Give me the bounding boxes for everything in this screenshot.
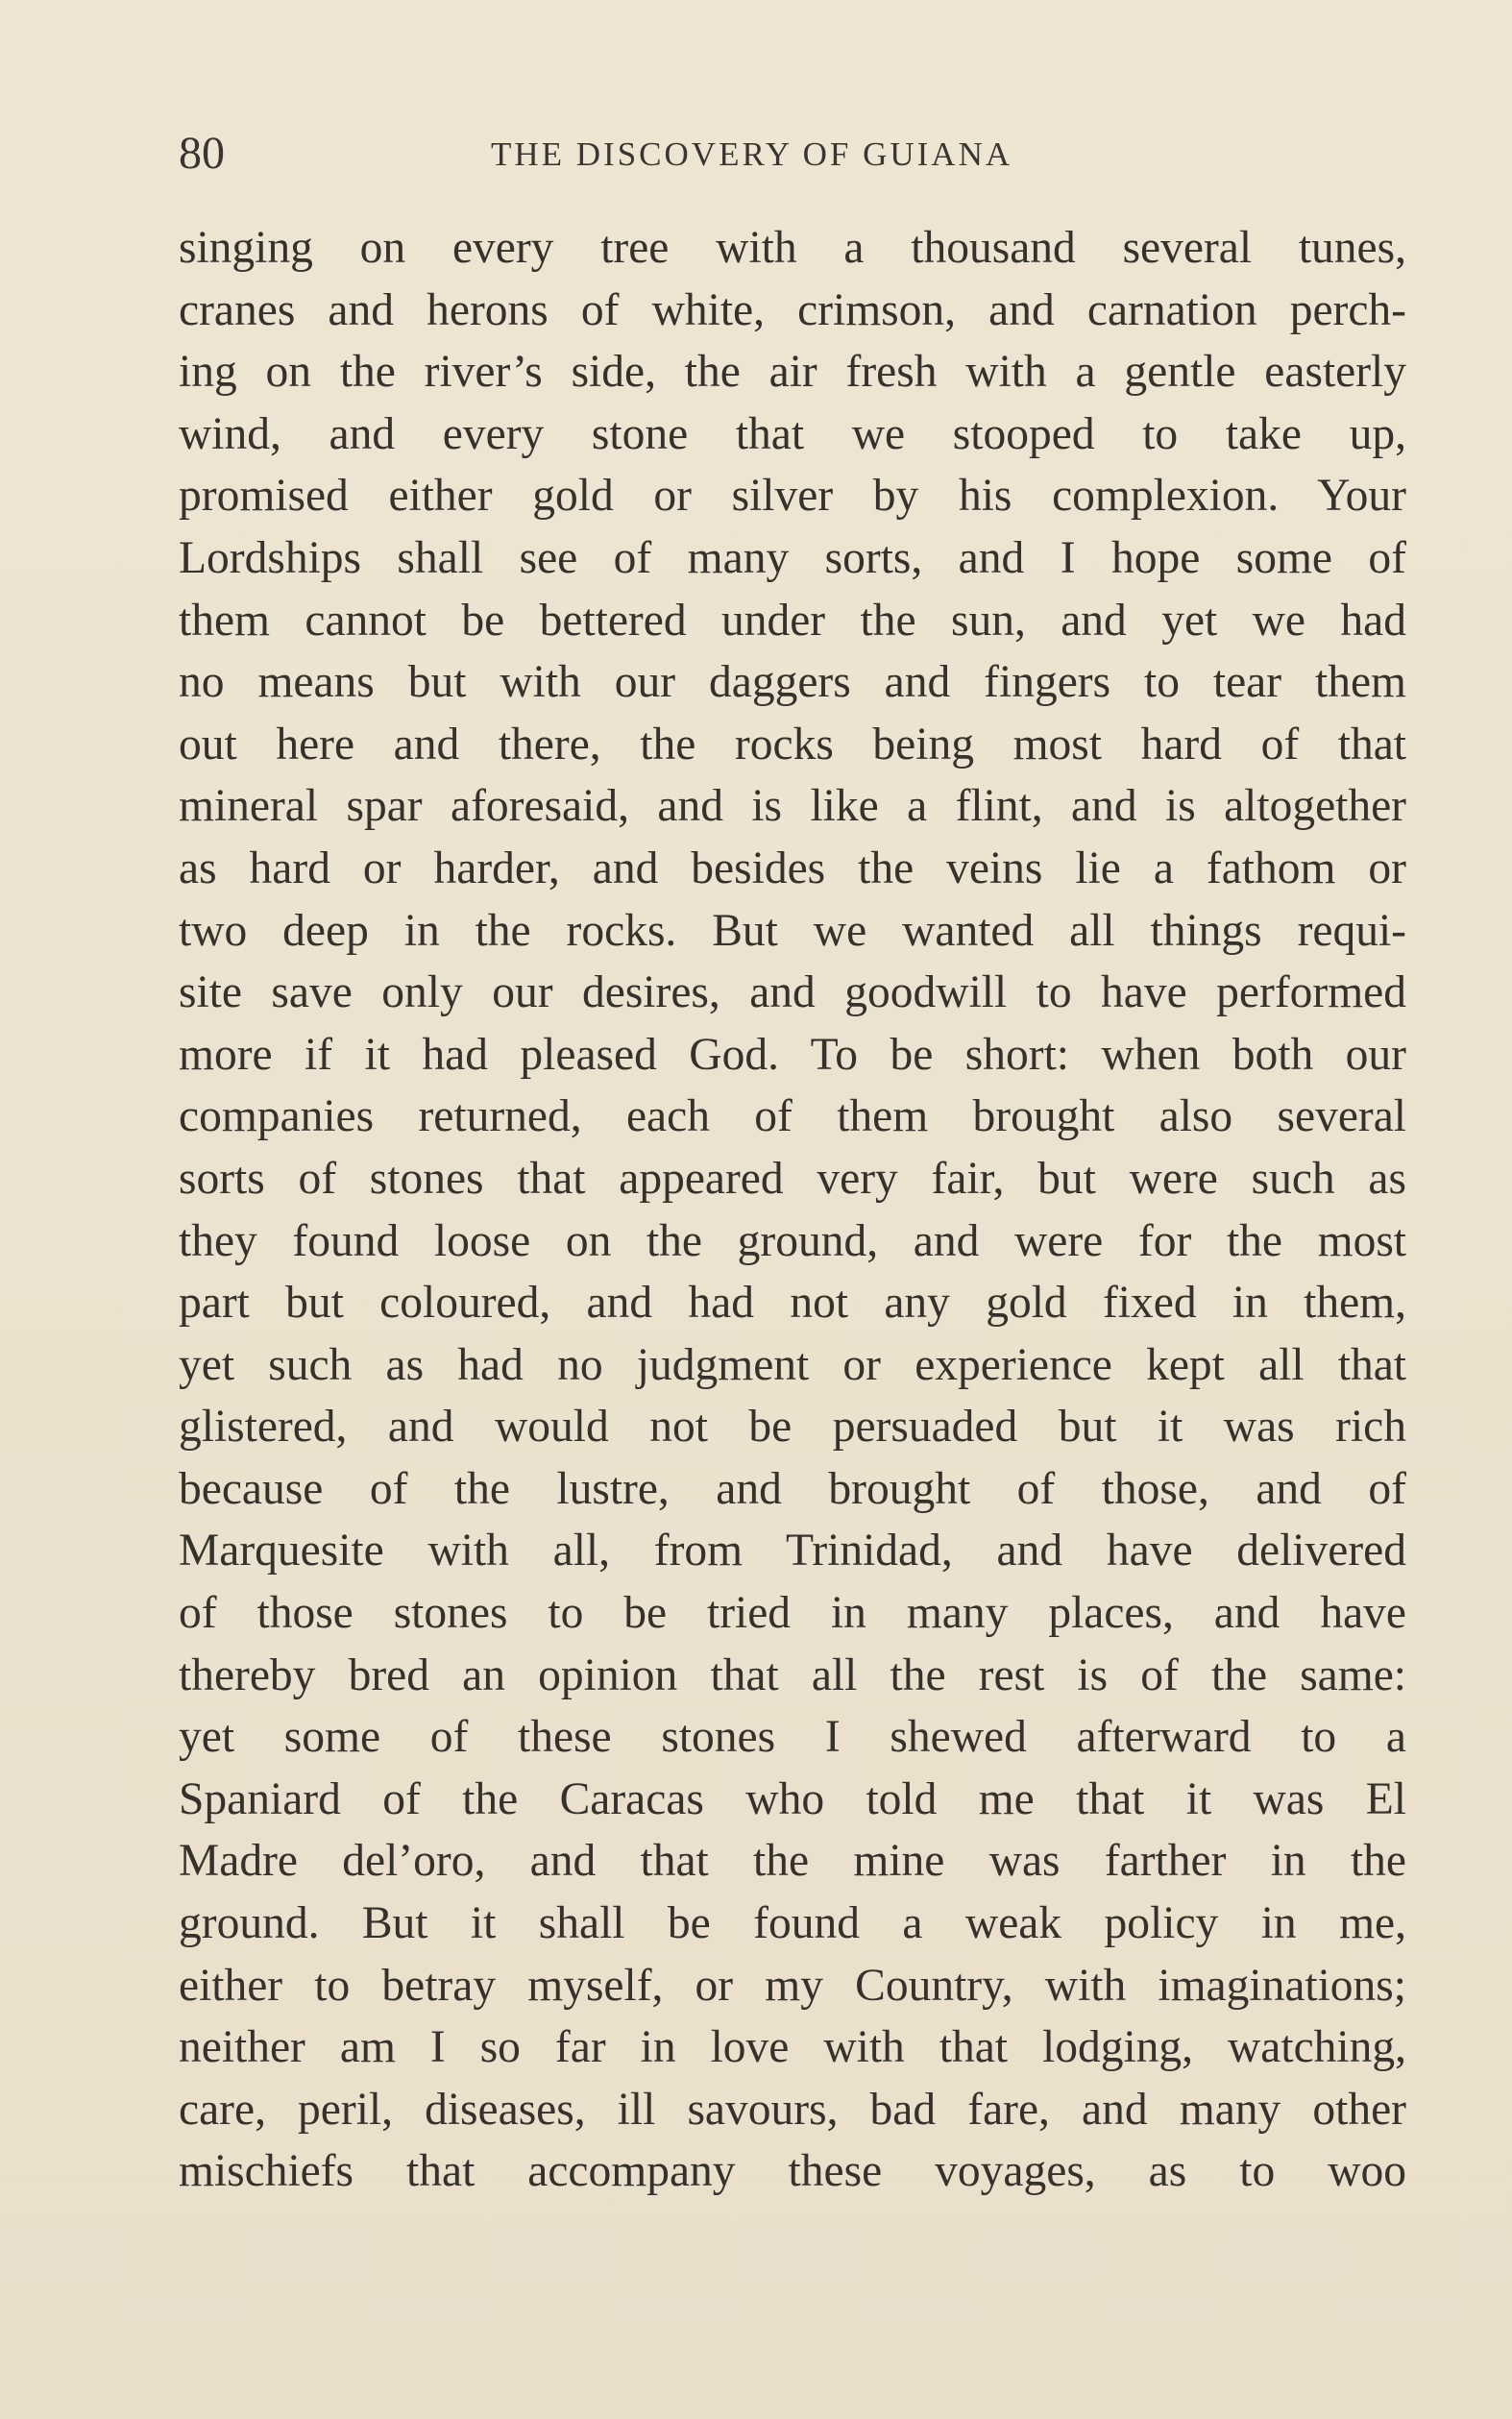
- text-line: more if it had pleased God. To be short: when both our: [179, 1029, 1406, 1080]
- text-line: care, peril, diseases, ill savours, bad fare, and many other: [179, 2084, 1406, 2135]
- text-line: of those stones to be tried in many places, and have: [179, 1588, 1406, 1639]
- text-line: as hard or harder, and besides the veins lie a fathom or: [179, 843, 1406, 893]
- text-line: Spaniard of the Caracas who told me that it was El: [179, 1773, 1406, 1824]
- text-line: Marquesite with all, from Trinidad, and have delivered: [179, 1526, 1406, 1576]
- text-line: no means but with our daggers and fingers to tear them: [179, 657, 1406, 708]
- text-line: glistered, and would not be persuaded but it was rich: [179, 1402, 1406, 1453]
- text-line: because of the lustre, and brought of those, and of: [179, 1463, 1406, 1514]
- text-line: neither am I so far in love with that lodging, watching,: [179, 2022, 1406, 2073]
- text-line: Lordships shall see of many sorts, and I hope some of: [179, 532, 1406, 583]
- body-text: [179, 217, 1406, 2203]
- text-line: site save only our desires, and goodwill to have performed: [179, 967, 1406, 1018]
- text-line: thereby bred an opinion that all the rest is of the same:: [179, 1649, 1406, 1700]
- text-line: out here and there, the rocks being most hard of that: [179, 719, 1406, 770]
- text-line: part but coloured, and had not any gold fixed in them,: [179, 1278, 1406, 1329]
- text-line: mineral spar aforesaid, and is like a flint, and is altogether: [179, 781, 1406, 832]
- text-line: mischiefs that accompany these voyages, as to woo: [179, 2146, 1406, 2197]
- text-line: ing on the river’s side, the air fresh with a gentle easterly: [179, 347, 1406, 398]
- text-line: promised either gold or silver by his complexion. Your: [179, 471, 1406, 522]
- text-line: yet some of these stones I shewed afterward to a: [179, 1712, 1406, 1763]
- page-number: 80: [179, 128, 225, 179]
- text-line: ground. But it shall be found a weak policy in me,: [179, 1898, 1406, 1949]
- text-line: them cannot be bettered under the sun, and yet we had: [179, 595, 1406, 646]
- text-line: cranes and herons of white, crimson, and carnation perch-: [179, 284, 1406, 335]
- text-line: wind, and every stone that we stooped to take up,: [179, 408, 1406, 459]
- page-header: [179, 125, 1406, 183]
- text-line: Madre del’oro, and that the mine was farther in the: [179, 1836, 1406, 1887]
- text-line: they found loose on the ground, and were for the most: [179, 1215, 1406, 1266]
- text-line: singing on every tree with a thousand several tunes,: [179, 223, 1406, 273]
- text-line: sorts of stones that appeared very fair, but were such as: [179, 1153, 1406, 1204]
- text-line: either to betray myself, or my Country, with imaginations;: [179, 1960, 1406, 2011]
- text-line: yet such as had no judgment or experience kept all that: [179, 1339, 1406, 1390]
- text-line: companies returned, each of them brought also several: [179, 1091, 1406, 1142]
- text-line: two deep in the rocks. But we wanted all things requi-: [179, 905, 1406, 956]
- running-head: THE DISCOVERY OF GUIANA: [491, 135, 1013, 173]
